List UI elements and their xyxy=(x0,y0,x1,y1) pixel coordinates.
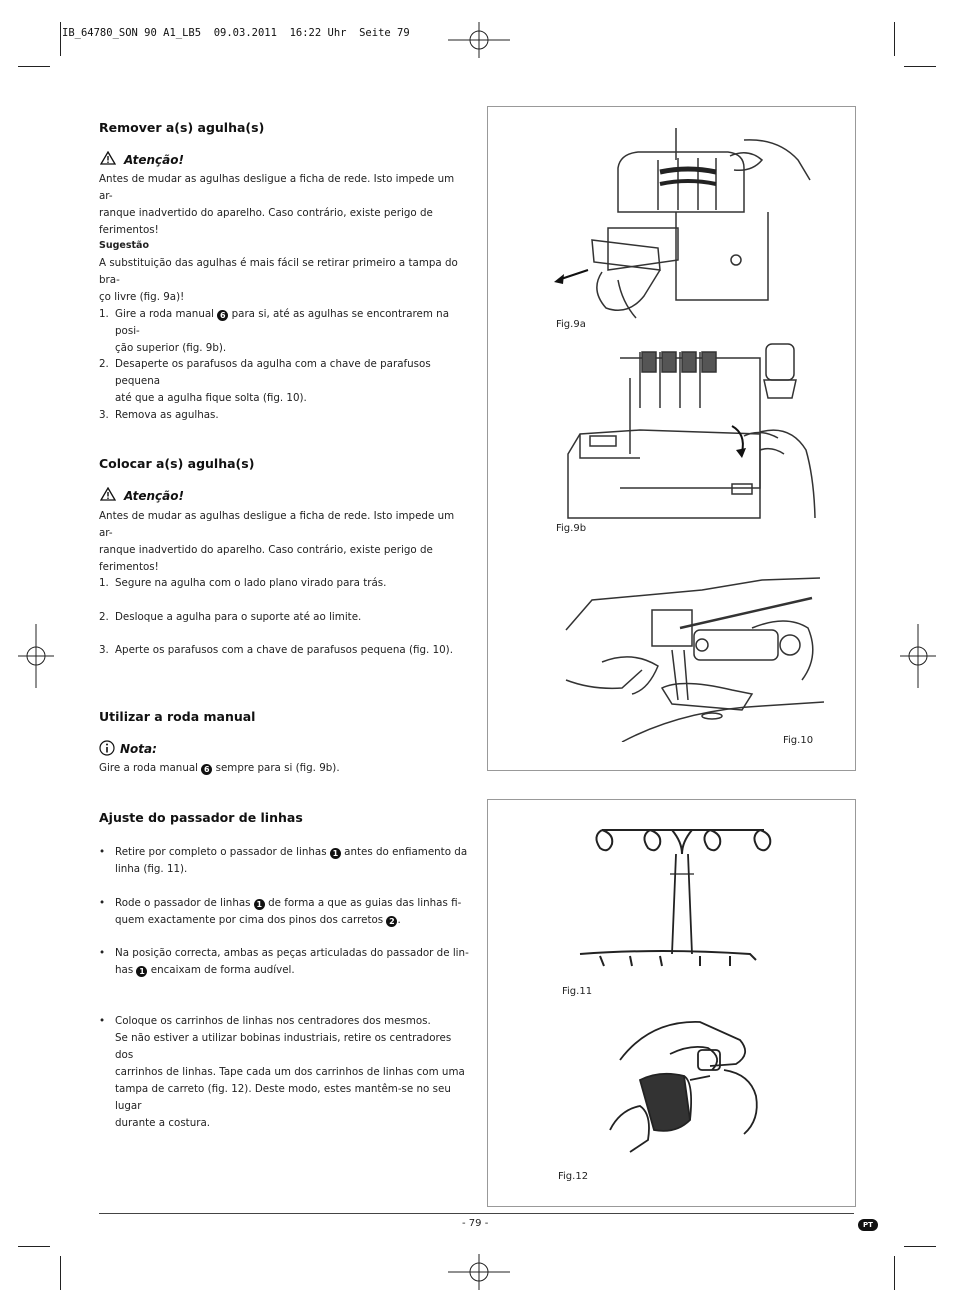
thread-guide-badge: 1 xyxy=(330,848,341,859)
footer-rule xyxy=(99,1213,854,1214)
fig-10-caption: Fig.10 xyxy=(783,735,814,746)
bullet-item: • Na posição correcta, ambas as peças articuladas do passador de lin- has 1 encaixam de forma audível. xyxy=(99,947,469,976)
warning-title: Atenção! xyxy=(124,153,184,167)
handwheel-badge: 6 xyxy=(217,310,228,321)
step-3-remove: 3. Remova as agulhas. xyxy=(99,409,219,421)
crop-mark xyxy=(904,66,936,67)
note-title: Nota: xyxy=(120,742,157,756)
heading-thread-guide: Ajuste do passador de linhas xyxy=(99,810,303,825)
heading-remove-needles: Remover a(s) agulha(s) xyxy=(99,120,265,135)
fig-10-illustration xyxy=(562,570,824,742)
fig-9b-caption: Fig.9b xyxy=(556,523,587,534)
step-2-remove: 2. Desaperte os parafusos da agulha com a chave de parafusos pequena até que a agulha fique solta (fig. 10). xyxy=(99,358,431,404)
registration-mark-right xyxy=(900,624,936,688)
step-1-insert: 1. Segure na agulha com o lado plano virado para trás. xyxy=(99,577,387,589)
warning-text: Antes de mudar as agulhas desligue a ficha de rede. Isto impede um ar- ranque inadvertido do aparelho. Caso contrário, existe perigo de ferimentos! xyxy=(99,510,455,573)
crop-mark xyxy=(18,1246,50,1247)
crop-mark xyxy=(18,66,50,67)
fig-11-caption: Fig.11 xyxy=(562,986,593,997)
step-1-remove: 1. Gire a roda manual 6 para si, até as agulhas se encontrarem na posi- ção superior (fig. 9b). xyxy=(99,308,450,354)
bullet-item: • Rode o passador de linhas 1 de forma a que as guias das linhas fi- quem exactamente por cima dos pinos dos carretos 2 . xyxy=(99,897,462,926)
fig-9b-illustration xyxy=(560,338,825,523)
spool-pin-badge: 2 xyxy=(386,916,397,927)
registration-mark-bottom xyxy=(448,1254,510,1290)
crop-mark xyxy=(894,22,895,56)
tip-label: Sugestão xyxy=(99,240,149,251)
warning-icon xyxy=(100,487,116,501)
step-2-insert: 2. Desloque a agulha para o suporte até ao limite. xyxy=(99,611,362,623)
crop-mark xyxy=(904,1246,936,1247)
page-number: - 79 - xyxy=(462,1218,489,1229)
language-badge: PT xyxy=(858,1219,878,1231)
bullet-item: • Retire por completo o passador de linhas 1 antes do enfiamento da linha (fig. 11). xyxy=(99,846,468,875)
bullet-item: • Coloque os carrinhos de linhas nos centradores dos mesmos. Se não estiver a utilizar bobinas industriais, retire os centradores dos carrinhos de linhas. Tape cada um dos carrinhos de linhas com uma tampa de carreto (fig. 12). Deste modo, estes mantêm-se no seu lugar durante a costura. xyxy=(99,1015,465,1129)
warning-title: Atenção! xyxy=(124,489,184,503)
fig-9a-caption: Fig.9a xyxy=(556,319,586,330)
fig-9a-illustration xyxy=(548,120,818,328)
registration-mark-top xyxy=(448,22,510,58)
registration-mark-left xyxy=(18,624,54,688)
fig-12-caption: Fig.12 xyxy=(558,1171,589,1182)
warning-icon xyxy=(100,151,116,165)
note-text: Gire a roda manual 6 sempre para si (fig. 9b). xyxy=(99,762,340,774)
crop-mark xyxy=(894,1256,895,1290)
crop-mark xyxy=(60,22,61,56)
handwheel-badge: 6 xyxy=(201,764,212,775)
heading-insert-needles: Colocar a(s) agulha(s) xyxy=(99,456,255,471)
thread-guide-badge: 1 xyxy=(136,966,147,977)
warning-text: Antes de mudar as agulhas desligue a ficha de rede. Isto impede um ar- ranque inadvertido do aparelho. Caso contrário, existe perigo de ferimentos! xyxy=(99,173,455,236)
crop-mark xyxy=(60,1256,61,1290)
thread-guide-badge: 1 xyxy=(254,899,265,910)
fig-12-illustration xyxy=(580,1010,780,1160)
step-3-insert: 3. Aperte os parafusos com a chave de parafusos pequena (fig. 10). xyxy=(99,644,453,656)
fig-11-illustration xyxy=(560,814,790,986)
print-slug: IB_64780_SON 90 A1_LB5 09.03.2011 16:22 Uhr Seite 79 xyxy=(62,27,410,39)
tip-text: A substituição das agulhas é mais fácil se retirar primeiro a tampa do bra- ço livre (fig. 9a)! xyxy=(99,257,458,303)
heading-handwheel: Utilizar a roda manual xyxy=(99,709,256,724)
info-icon xyxy=(99,740,115,756)
